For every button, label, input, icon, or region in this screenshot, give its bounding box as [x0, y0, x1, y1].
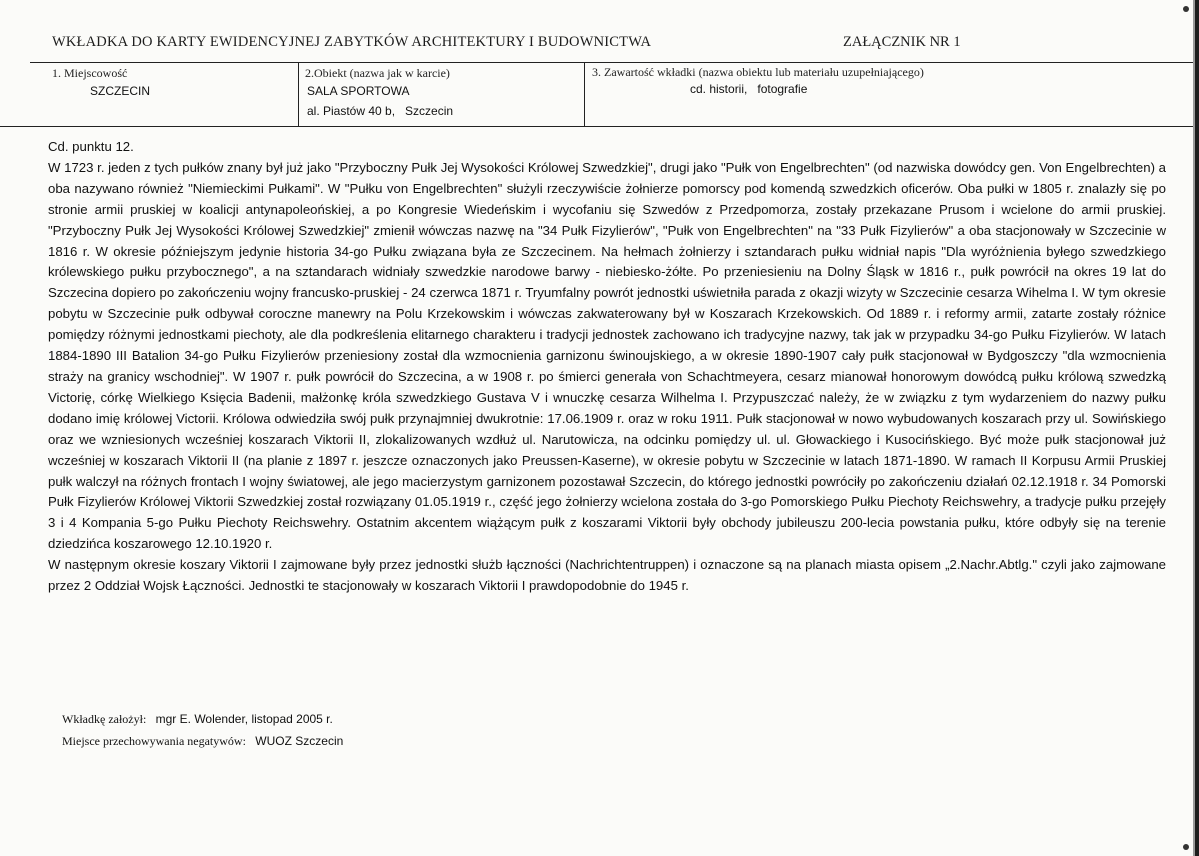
annex-number: ZAŁĄCZNIK NR 1 — [843, 34, 961, 50]
contents-value: cd. historii, fotografie — [690, 82, 808, 96]
author-label: Wkładkę założył: — [62, 712, 147, 726]
negatives-value: WUOZ Szczecin — [255, 734, 344, 748]
table-bottom-border — [0, 126, 1195, 127]
negatives-label: Miejsce przechowywania negatywów: — [62, 734, 246, 748]
document-title: WKŁADKA DO KARTY EWIDENCYJNEJ ZABYTKÓW ARCHITEKTURY I BUDOWNICTWA — [52, 34, 652, 50]
scan-edge — [1195, 0, 1199, 856]
section-heading: Cd. punktu 12. — [48, 139, 134, 154]
object-label: 2.Obiekt (nazwa jak w karcie) — [305, 66, 450, 80]
author-line — [62, 712, 333, 727]
history-paragraph: W następnym okresie koszary Viktorii I zajmowane były przez jednostki służb łączności (Nachrichtentruppen) i oznaczone są na planach miasta opisem „2.Nachr.Abtlg." czyli jako zajmowane przez 2 Oddział Wojsk Łączności. Jednostki te stacjonowały w koszarach Viktorii I prawdopodobnie do 1945 r. — [48, 557, 1166, 594]
history-continuation — [48, 137, 1166, 597]
table-column-divider — [584, 62, 585, 126]
history-paragraph: W 1723 r. jeden z tych pułków znany był już jako "Przyboczny Pułk Jej Wysokości Królowej Szwedzkiej", drugi jako "Pułk von Engelbrechten" (od nazwiska dowódcy gen. Von Engelbrechten) a oba nazywano również "Niemieckimi Pułkami". W "Pułku von Engelbrechten" służyli rzeczywiście żołnierze pomorscy pod komendą szwedzkich oficerów. Oba pułki w 1805 r. znalazły się po stronie armii pruskiej w koalicji antynapoleońskiej, a po Kongresie Wiedeńskim i wycofaniu się Szwedów z Przedpomorza, zostały przekazane Prusom i wcielone do armii pruskiej. "Przyboczny Pułk Jej Wysokości Królowej Szwedzkiej" zmienił wówczas nazwę na "34 Pułk Fizylierów", "Pułk von Engelbrechten" na "33 Pułk Fizylierów" a oba stacjonowały w Szczecinie w 1816 r. W okresie późniejszym jedynie historia 34-go Pułku związana była ze Szczecinem. Na hełmach żołnierzy i sztandarach pułku widniał napis "Dla wyróżnienia byłego szwedzkiego królewskiego pułku przybocznego", a na sztandarach widniały szwedzkie narodowe barwy - niebiesko-żółte. Po przeniesieniu na Dolny Śląsk w 1816 r., pułk powrócił na okres 19 lat do Szczecina dopiero po zakończeniu wojny francusko-pruskiej - 24 czerwca 1871 r. Tryumfalny powrót jednostki uświetniła parada z okazji wizyty w Szczecinie cesarza Wihelma I. W tym okresie pobytu w Szczecinie pułk odbywał coroczne manewry na Polu Krzekowskim i wówczas zakwaterowany był w Koszarach Krzekowskich. Od 1889 r. i reformy armii, zatarte zostały różnice pomiędzy różnymi jednostkami piechoty, ale dla podkreślenia elitarnego charakteru i tradycji jednostek zachowano ich tradycyjne nazwy, tak jak w przypadku 34-go Pułku Fizylierów. W latach 1884-1890 III Batalion 34-go Pułku Fizylierów przeniesiony został dla wzmocnienia garnizonu świnoujskiego, a w okresie 1890-1907 cały pułk stacjonował w Bydgoszczy "dla wzmocnienia straży na granicy wschodniej". W 1907 r. pułk powrócił do Szczecina, a w 1908 r. po śmierci generała von Schachtmeyera, cesarz mianował honorowym dowódcą pułku królową szwedzką Victorię, córkę Wielkiego Księcia Badenii, małżonkę króla szwedzkiego Gustava V i wnuczkę cesarza Wilhelma I. Przypuszczać należy, że w związku z tym wydarzeniem do nazwy pułku dodano imię królowej Victorii. Królowa odwiedziła swój pułk przynajmniej dwukrotnie: 17.06.1909 r. oraz w roku 1911. Pułk stacjonował w nowo wybudowanych koszarach przy ul. Sowińskiego oraz we wzniesionych wcześniej koszarach Viktorii II, zlokalizowanych wzdłuż ul. Narutowicza, na odcinku pomiędzy ul. ul. Głowackiego i Kusocińskiego. Być może pułk stacjonował już wcześniej w koszarach Viktorii II (na planie z 1897 r. jeszcze oznaczonych jako Preussen-Kaserne), w okresie pobytu w Szczecinie w latach 1871-1890. W ramach II Korpusu Armii Pruskiej pułk walczył na różnych frontach I wojny światowej, ale jego macierzystym garnizonem pozostawał Szczecin, do którego jednostki powróciły po zakończeniu działań 02.12.1918 r. 34 Pomorski Pułk Fizylierów Królowej Viktorii Szwedzkiej został rozwiązany 01.05.1919 r., część jego żołnierzy wcielona została do 3-go Pomorskiego Pułku Piechoty Reichswehry, a tradycje pułku przejęły 3 i 4 Kompania 5-go Pułku Piechoty Reichswehry. Ostatnim akcentem wiążącym pułk z koszarami Viktorii były obchody jubileuszu 200-lecia powstania pułku, które odbyły się na terenie dziedzińca koszarowego 12.10.1920 r. — [48, 159, 1166, 552]
negatives-line — [62, 734, 343, 749]
locality-label: 1. Miejscowość — [52, 66, 128, 80]
punch-hole-mark — [1183, 844, 1189, 850]
table-top-border — [30, 62, 1195, 63]
object-address: al. Piastów 40 b, Szczecin — [307, 104, 454, 118]
table-column-divider — [298, 62, 299, 126]
locality-value: SZCZECIN — [90, 84, 150, 98]
punch-hole-mark — [1183, 6, 1189, 12]
object-name: SALA SPORTOWA — [307, 84, 410, 98]
contents-label: 3. Zawartość wkładki (nazwa obiektu lub materiału uzupełniającego) — [592, 65, 924, 79]
author-value: mgr E. Wolender, listopad 2005 r. — [155, 712, 333, 726]
